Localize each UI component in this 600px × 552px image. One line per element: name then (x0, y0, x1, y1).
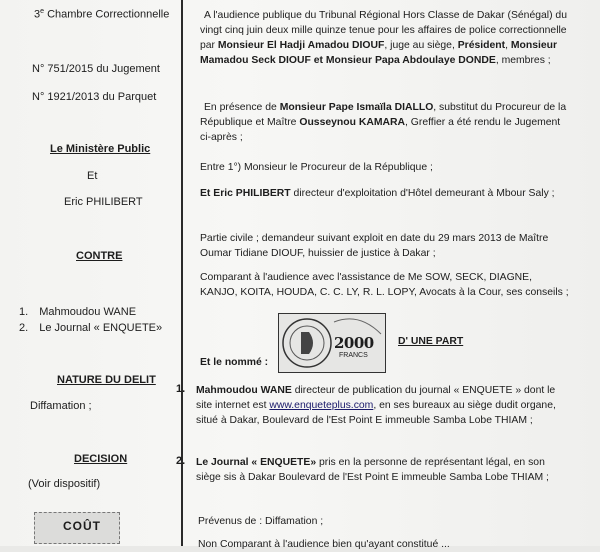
contre-heading (76, 250, 122, 262)
et-label: Et (87, 170, 98, 182)
enqueteplus-link[interactable]: www.enqueteplus.com (269, 400, 374, 411)
p1-text-c: , juge au siège, (384, 40, 458, 51)
p2-text-e: , Greffier a été rendu le Jugement ci-après ; (200, 117, 561, 143)
p3-text: Entre 1°) Monsieur le Procureur de la République ; (200, 162, 433, 173)
nature-delit-heading (57, 374, 156, 386)
chamber-number: 3 (34, 8, 41, 21)
p2-kamara: Ousseynou KAMARA (299, 117, 406, 128)
paragraph-entre (200, 160, 572, 175)
item-1-text-b: , en ses bureaux au siège dudit organe, situé à Dakar, Boulevard de l'Est Point E immeuble Samba Lobe THIAM ; (196, 400, 556, 426)
p1-judge: Monsieur El Hadji Amadou DIOUF (217, 40, 385, 51)
left-column (0, 0, 180, 546)
item-2-number: 2. (176, 455, 186, 467)
p2-text-c: , substitut du Procureur de la République et Maître (200, 102, 567, 128)
p4-eric: Et Eric PHILIBERT (200, 188, 291, 199)
item-1-text (196, 383, 556, 428)
stamp-value: 2000 (334, 334, 374, 352)
non-comparant-text: Non Comparant à l'audience bien qu'ayant constitué ... (198, 539, 450, 550)
paragraph-comparant (200, 270, 572, 300)
defendant-2-name: Le Journal « ENQUETE» (39, 322, 163, 334)
ministere-public-label (50, 143, 150, 155)
parquet-number: N° 1921/2013 du Parquet (32, 91, 157, 103)
fiscal-stamp (278, 313, 386, 373)
defendant-item-1 (19, 306, 136, 318)
paragraph-eric (200, 186, 572, 201)
p1-text-e: , (505, 40, 511, 51)
stamp-unit: FRANCS (339, 352, 368, 359)
contre-text: CONTRE (76, 250, 123, 262)
p1-text-g: , membres ; (495, 55, 551, 66)
p1-text-a: A l'audience publique du Tribunal Régional Hors Classe de Dakar (Sénégal) du vingt cinq juin deux mille quinze tenue pour les affaires de police correctionnelle par (200, 10, 567, 51)
p1-president: Président (457, 40, 506, 51)
defendant-2-num: 2. (19, 322, 29, 334)
item-1-number: 1. (176, 383, 186, 395)
paragraph-presence (200, 100, 572, 145)
paragraph-partie-civile (200, 231, 572, 261)
judgment-number: N° 751/2015 du Jugement (32, 63, 160, 75)
d-une-part: D' UNE PART (398, 336, 464, 347)
item-1-text-a: directeur de publication du journal « ENQUETE » dont le site internet est (196, 385, 556, 411)
prevenus-label: Prévenus de : Diffamation ; (198, 516, 324, 527)
decision-heading (74, 453, 127, 465)
item-2-text (196, 455, 556, 485)
item-2-text-a: pris en la personne de représentant légal, en son siège sis à Dakar Boulevard de l'Est Point E immeuble Samba Lobe THIAM ; (196, 457, 549, 483)
p2-text-a: En présence de (204, 102, 280, 113)
chamber-label (34, 8, 169, 21)
defendant-1-name: Mahmoudou WANE (39, 306, 137, 318)
defendant-item-2 (19, 322, 162, 334)
diffamation-label: Diffamation ; (30, 400, 92, 412)
decision-text: DECISION (74, 453, 128, 465)
voir-dispositif-label: (Voir dispositif) (28, 478, 101, 490)
cout-stamp (34, 512, 120, 544)
p1-members: Monsieur Mamadou Seck DIOUF et Monsieur Papa Abdoulaye DONDE (200, 40, 558, 66)
item-2-bold: Le Journal « ENQUETE» (196, 457, 317, 468)
chamber-text: Chambre Correctionnelle (44, 8, 170, 21)
paragraph-audience (200, 8, 572, 68)
defendant-1-num: 1. (19, 306, 29, 318)
et-le-nomme: Et le nommé : (200, 357, 269, 368)
nature-delit-text: NATURE DU DELIT (57, 374, 156, 386)
p2-diallo: Monsieur Pape Ismaïla DIALLO (279, 102, 434, 113)
chamber-sup: e (40, 8, 45, 15)
cout-text: COÛT (63, 519, 101, 533)
item-1-bold: Mahmoudou WANE (196, 385, 292, 396)
eric-philibert-label: Eric PHILIBERT (64, 196, 143, 208)
ministere-text: Le Ministère Public (50, 143, 151, 155)
p6-text: Comparant à l'audience avec l'assistance de Me SOW, SECK, DIAGNE, KANJO, KOITA, HOUDA, C. C. LY, R. L. LOPY, Avocats à la Cour, ses conseils ; (200, 272, 569, 298)
p5-text: Partie civile ; demandeur suivant exploit en date du 29 mars 2013 de Maître Oumar Tidiane DIOUF, huissier de justice à Dakar ; (200, 233, 549, 259)
p4-text-b: directeur d'exploitation d'Hôtel demeurant à Mbour Saly ; (290, 188, 555, 199)
